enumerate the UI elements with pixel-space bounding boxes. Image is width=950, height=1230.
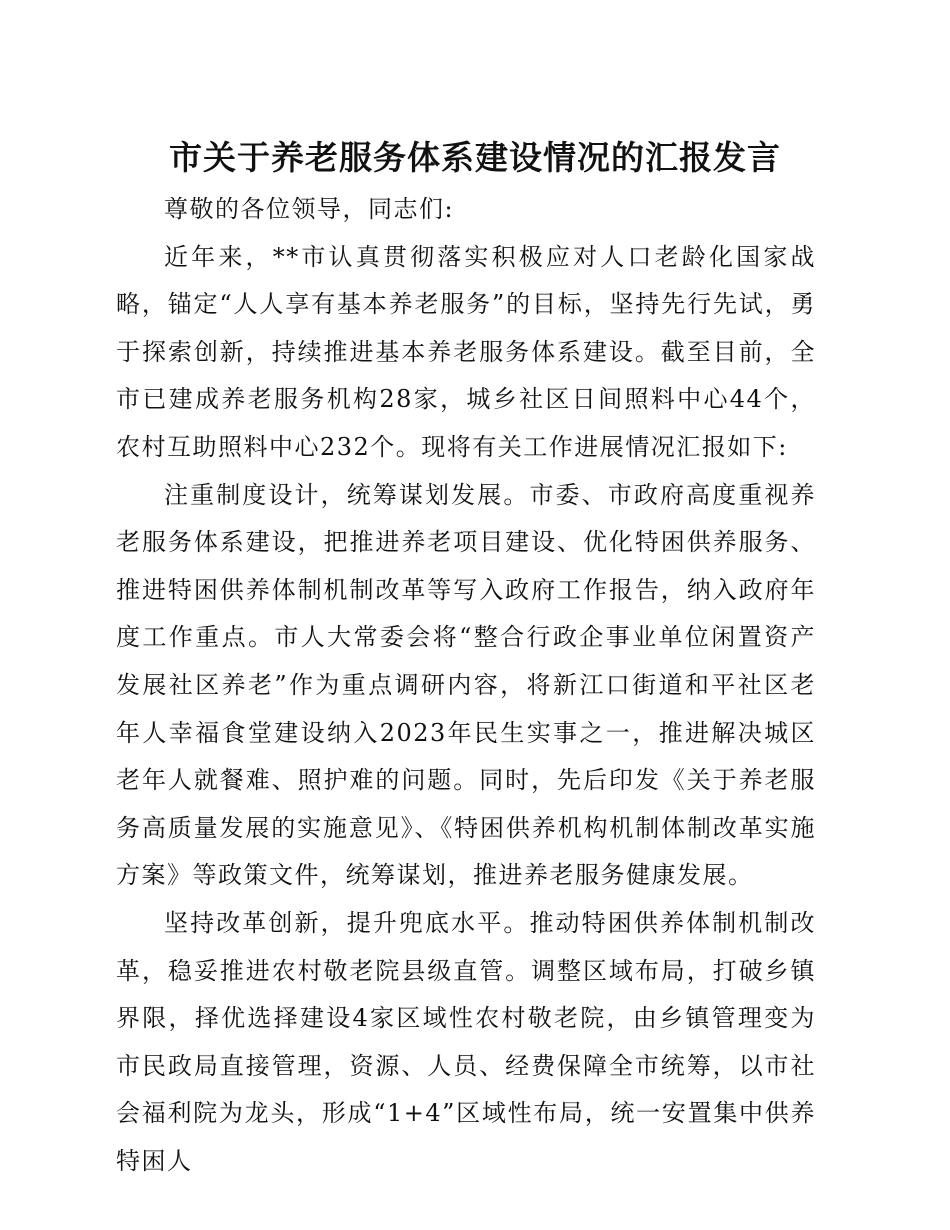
- document-body: [116, 186, 816, 1185]
- document-title: 市关于养老服务体系建设情况的汇报发言: [169, 138, 781, 177]
- policy-paragraph: 注重制度设计，统筹谋划发展。市委、市政府高度重视养老服务体系建设，把推进养老项目建设、优化特困供养服务、推进特困供养体制机制改革等写入政府工作报告，纳入政府年度工作重点。市人大常委会将“整合行政企事业单位闲置资产发展社区养老”作为重点调研内容，将新江口街道和平社区老年人幸福食堂建设纳入2023年民生实事之一，推进解决城区老年人就餐难、照护难的问题。同时，先后印发《关于养老服务高质量发展的实施意见》、《特困供养机构机制体制改革实施方案》等政策文件，统筹谋划，推进养老服务健康发展。: [116, 480, 816, 890]
- salutation-paragraph: 尊敬的各位领导，同志们:: [164, 195, 455, 223]
- intro-paragraph: 近年来，**市认真贯彻落实积极应对人口老龄化国家战略，锚定“人人享有基本养老服务”的目标，坚持先行先试，勇于探索创新，持续推进基本养老服务体系建设。截至目前，全市已建成养老服务机构28家，城乡社区日间照料中心44个，农村互助照料中心232个。现将有关工作进展情况汇报如下:: [116, 242, 816, 461]
- reform-paragraph: 坚持改革创新，提升兜底水平。推动特困供养体制机制改革，稳妥推进农村敬老院县级直管。调整区域布局，打破乡镇界限，择优选择建设4家区域性农村敬老院，由乡镇管理变为市民政局直接管理，资源、人员、经费保障全市统筹，以市社会福利院为龙头，形成“1+4”区域性布局，统一安置集中供养特困人: [116, 908, 816, 1175]
